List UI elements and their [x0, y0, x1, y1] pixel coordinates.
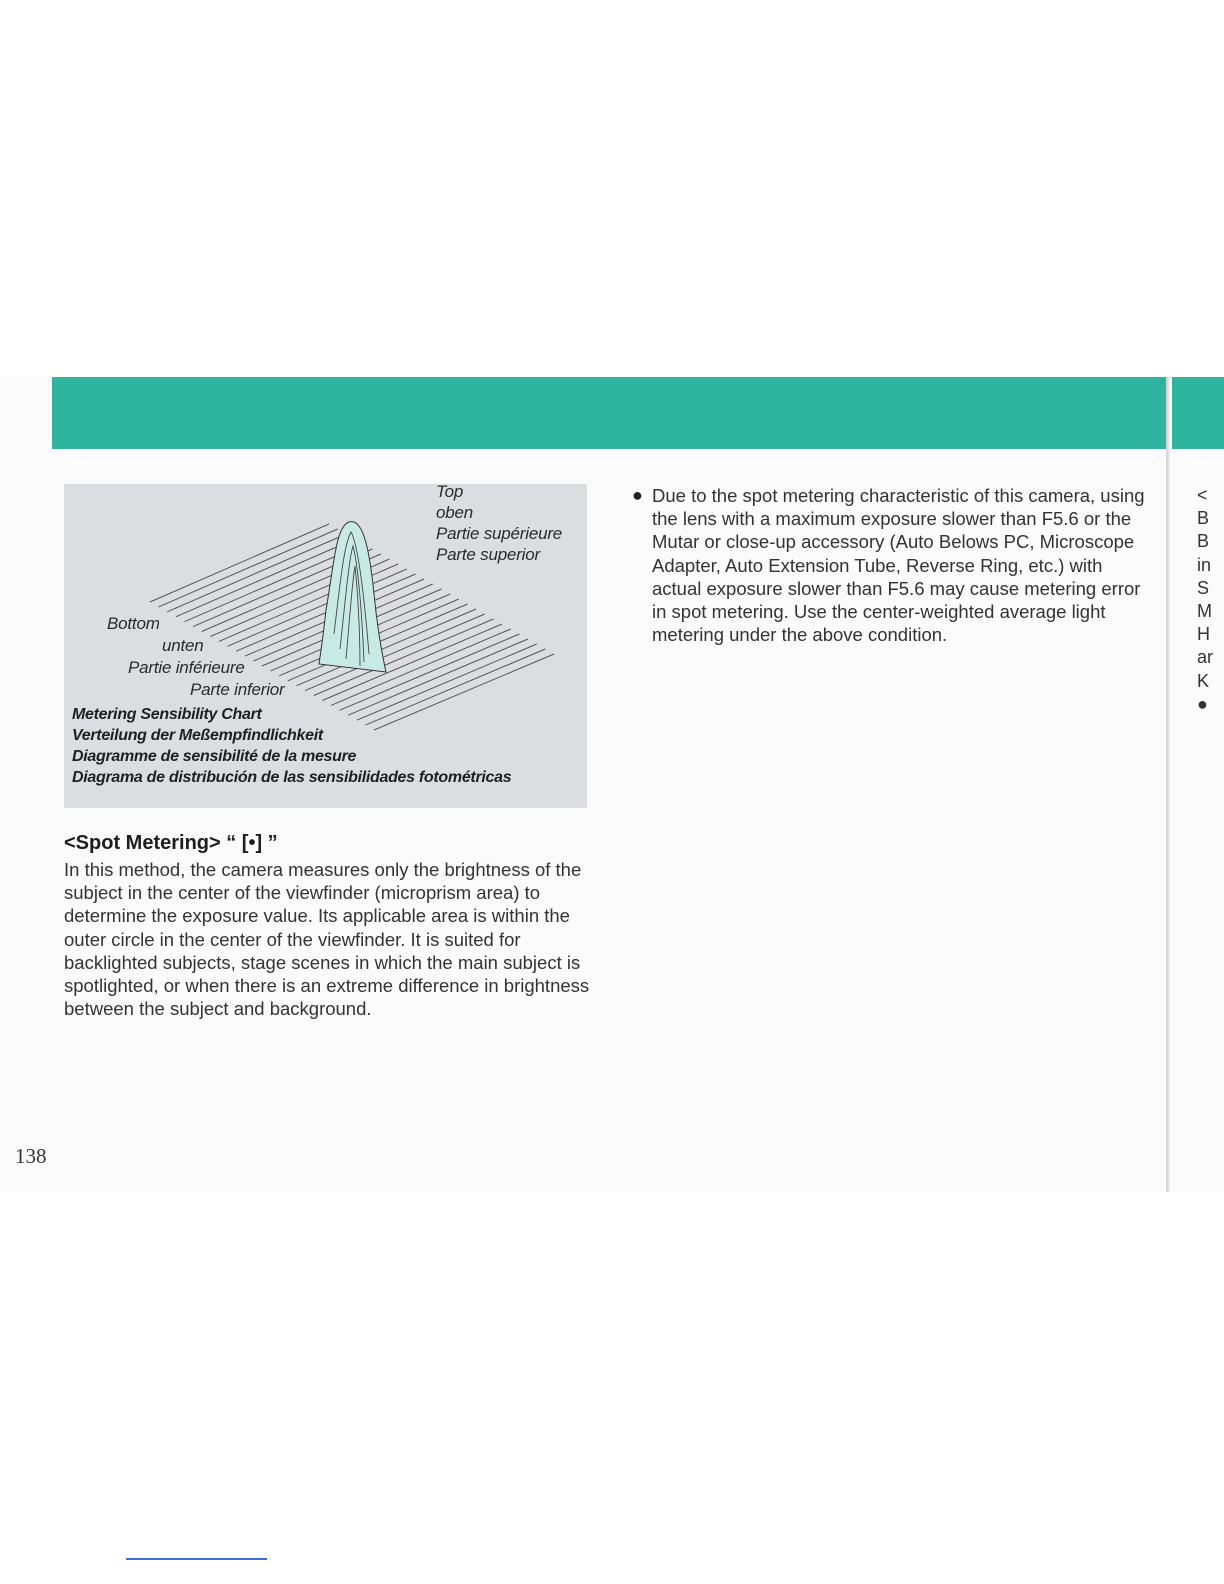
- surface-line: [228, 569, 407, 646]
- page-number: 138: [15, 1144, 47, 1168]
- surface-line: [159, 529, 338, 607]
- section-heading: <Spot Metering> “ [•] ”: [64, 832, 278, 854]
- decorative-rule: [126, 1558, 267, 1560]
- caption-de: Verteilung der Meßempfindlichkeit: [72, 727, 323, 744]
- edge-line: ar: [1197, 647, 1214, 668]
- surface-line: [357, 644, 537, 720]
- surface-line: [150, 524, 329, 602]
- peak-shape: [319, 522, 386, 672]
- bullet-icon: ●: [632, 485, 643, 505]
- edge-line: <: [1197, 485, 1208, 505]
- edge-line: B: [1197, 508, 1210, 529]
- label-bottom-en: Bottom: [107, 614, 160, 633]
- label-top-es: Parte superior: [436, 545, 540, 564]
- edge-line: in: [1197, 554, 1212, 575]
- next-page-edge-text: [1197, 484, 1224, 716]
- edge-line: H: [1197, 624, 1210, 645]
- label-top-fr: Partie supérieure: [436, 524, 563, 543]
- edge-line: B: [1197, 531, 1210, 552]
- metering-sensibility-chart: [64, 484, 587, 808]
- edge-line: K: [1197, 670, 1210, 691]
- surface-line: [365, 649, 545, 725]
- note-text: Due to the spot metering characteristic of this camera, using the lens with a maximum exposure slower than F5.6 or the Mutar or close-up accessory (Auto Belows PC, Microscope Adapter, Auto Extension Tube, Reverse Ring, etc.) with actual exposure slower than F5.6 may cause metering error in spot metering. Use the center-weighted average light metering under the above condition.: [652, 485, 1145, 646]
- caption-en: Metering Sensibility Chart: [72, 706, 262, 723]
- label-top-en: Top: [436, 482, 464, 501]
- edge-line: S: [1197, 577, 1210, 598]
- caption-es: Diagrama de distribución de las sensibilidades fotométricas: [72, 769, 512, 786]
- surface-line: [374, 654, 554, 730]
- label-bottom-fr: Partie inférieure: [128, 658, 245, 677]
- note-paragraph: [632, 484, 1152, 646]
- next-page-header-band: [1172, 377, 1224, 449]
- edge-line: M: [1197, 601, 1212, 622]
- label-bottom-es: Parte inferior: [190, 680, 285, 699]
- caption-fr: Diagramme de sensibilité de la mesure: [72, 748, 357, 765]
- edge-line: ●: [1197, 693, 1208, 714]
- header-band: [52, 377, 1168, 449]
- label-top-de: oben: [436, 503, 474, 522]
- section-body: In this method, the camera measures only the brightness of the subject in the center of the viewfinder (microprism area) to determine the exposure value. Its applicable area is within the outer circle in the center of the viewfinder. It is suited for backlighted subjects, stage scenes in which the main subject is spotlighted, or when there is an extreme difference in brightness between the subject and background.: [64, 859, 590, 1020]
- surface-line: [167, 534, 346, 612]
- page-gutter: [1166, 377, 1170, 1192]
- label-bottom-de: unten: [162, 636, 204, 655]
